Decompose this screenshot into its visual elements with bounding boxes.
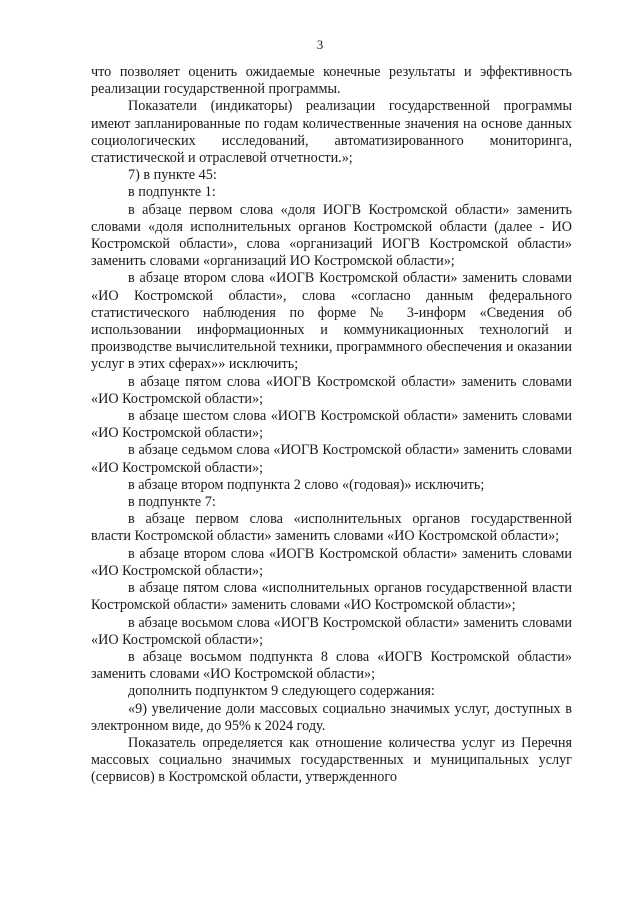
paragraph: в абзаце пятом слова «исполнительных органов государственной власти Костромской области» заменить словами «ИО Костромской области»; — [91, 580, 572, 614]
document-body — [91, 64, 572, 787]
paragraph: «9) увеличение доли массовых социально значимых услуг, доступных в электронном виде, до 95% к 2024 году. — [91, 700, 572, 734]
paragraph: в абзаце втором подпункта 2 слово «(годовая)» исключить; — [128, 476, 485, 493]
paragraph: в абзаце восьмом подпункта 8 слова «ИОГВ Костромской области» заменить словами «ИО Костромской области»; — [91, 648, 572, 683]
paragraph: в абзаце первом слова «исполнительных органов государственной власти Костромской области» заменить словами «ИО Костромской области»; — [91, 511, 572, 545]
paragraph: 7) в пункте 45: — [128, 167, 217, 184]
page-number: 3 — [316, 37, 324, 52]
paragraph: в подпункте 1: — [128, 184, 216, 201]
paragraph: в абзаце восьмом слова «ИОГВ Костромской области» заменить словами «ИО Костромской области»; — [91, 614, 572, 648]
paragraph: в абзаце шестом слова «ИОГВ Костромской области» заменить словами «ИО Костромской области»; — [91, 408, 572, 442]
paragraph: в абзаце втором слова «ИОГВ Костромской области» заменить словами «ИО Костромской области»; — [91, 545, 572, 579]
paragraph: Показатели (индикаторы) реализации государственной программы имеют запланированные по годам количественные значения на основе данных социологических исследований, автоматизированного мониторинга, статистической и отраслевой отчетности.»; — [91, 98, 572, 167]
paragraph: в абзаце первом слова «доля ИОГВ Костромской области» заменить словами «доля исполнительных органов Костромской области (далее - ИО Костромской области», слова «организаций ИОГВ Костромской области» заменить словами «организаций ИО Костромской области»; — [91, 201, 572, 270]
paragraph: в подпункте 7: — [128, 494, 216, 511]
paragraph: в абзаце втором слова «ИОГВ Костромской области» заменить словами «ИО Костромской области», слова «согласно данным федерального статистического наблюдения по форме № 3-информ «Сведения об использовании информационных и коммуникационных технологий и производстве вычислительной техники, программного обеспечения и оказании услуг в этих сферах»» исключить; — [91, 270, 572, 373]
paragraph: в абзаце пятом слова «ИОГВ Костромской области» заменить словами «ИО Костромской области»; — [91, 373, 572, 407]
paragraph: дополнить подпунктом 9 следующего содержания: — [128, 683, 435, 700]
paragraph: в абзаце седьмом слова «ИОГВ Костромской области» заменить словами «ИО Костромской области»; — [91, 442, 572, 476]
paragraph: что позволяет оценить ожидаемые конечные результаты и эффективность реализации государственной программы. — [91, 64, 572, 98]
paragraph: Показатель определяется как отношение количества услуг из Перечня массовых социально значимых государственных и муниципальных услуг (сервисов) в Костромской области, утвержденного — [91, 734, 572, 786]
